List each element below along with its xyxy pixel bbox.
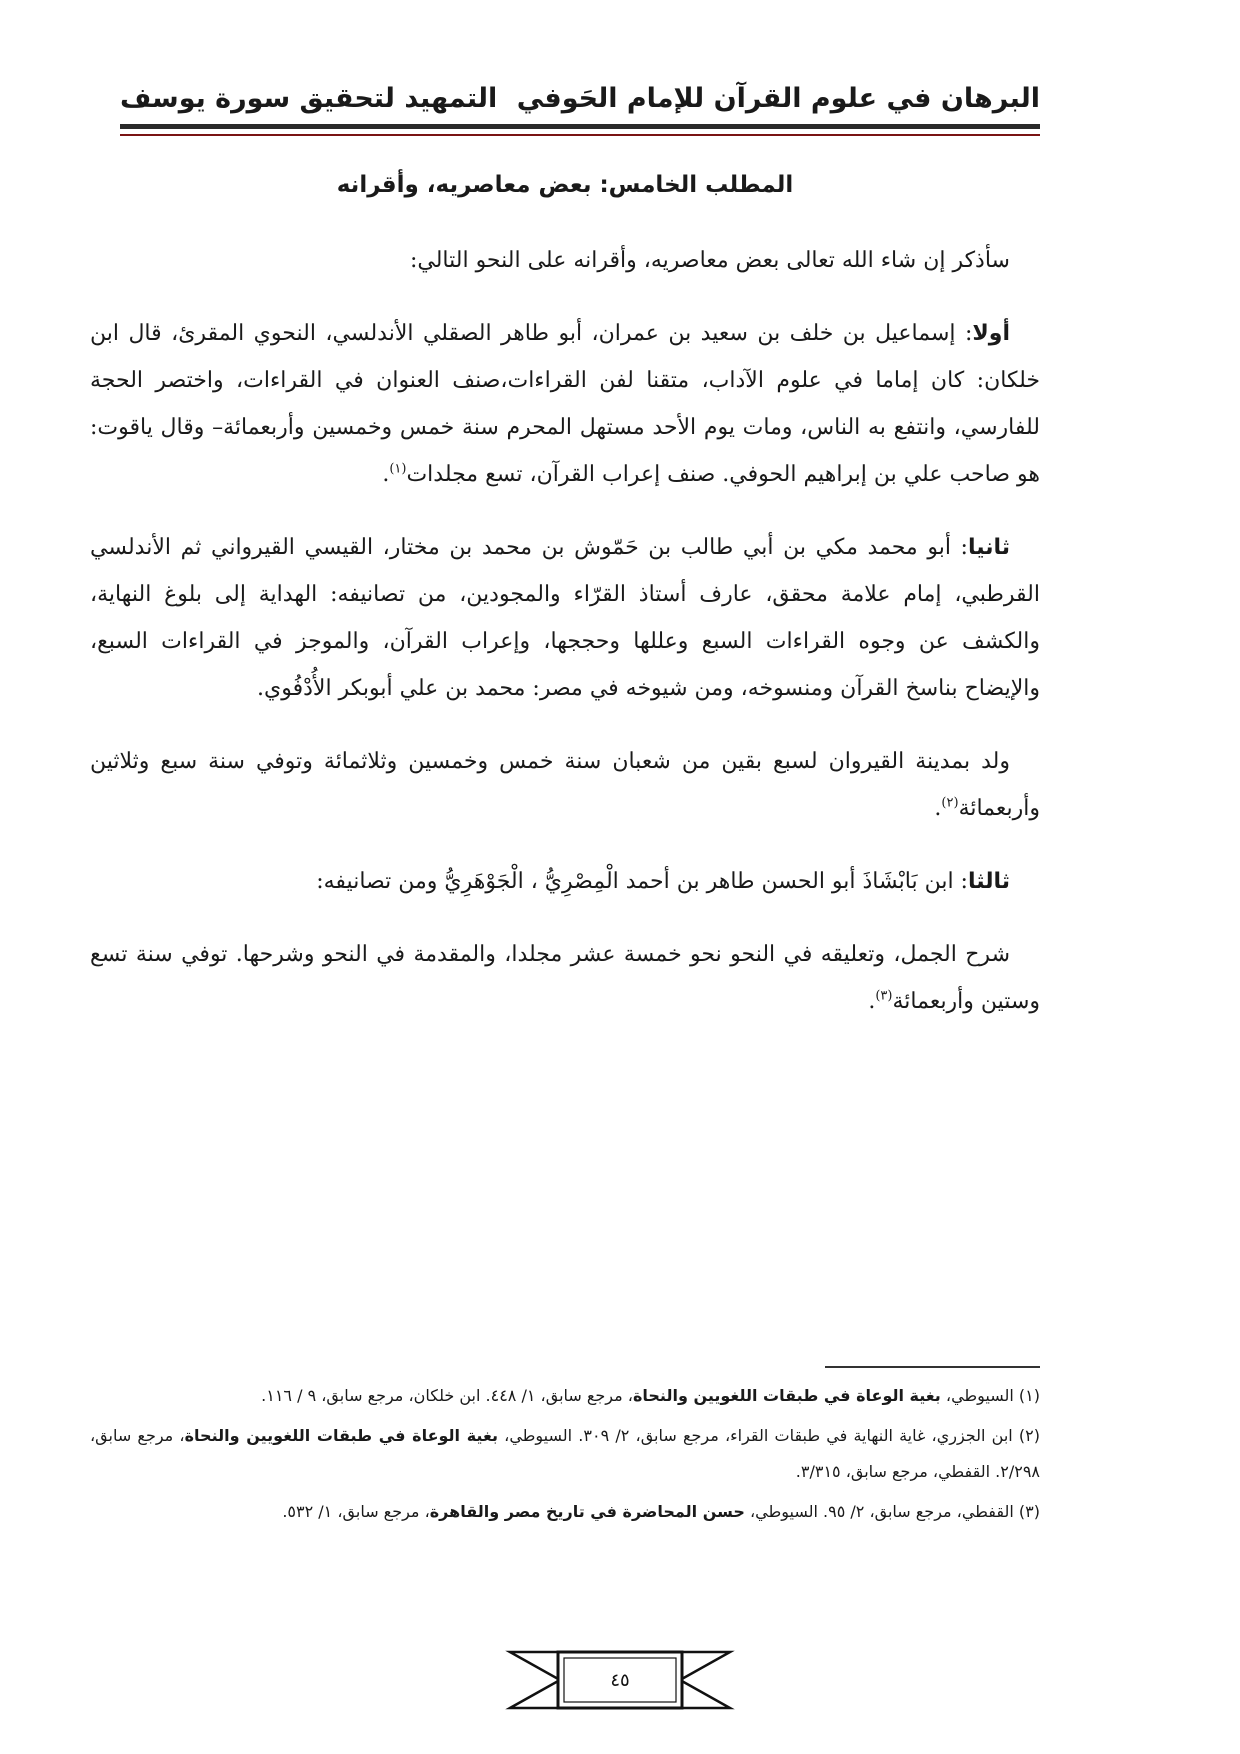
footnote-text: ابن الجزري، غاية النهاية في طبقات القراء، مرجع سابق، ٢/ ٣٠٩. السيوطي،	[497, 1426, 1019, 1445]
footnote-ref[interactable]: (١)	[389, 461, 407, 477]
entry-paragraph	[90, 931, 1040, 1025]
entry-paragraph	[90, 524, 1040, 712]
footnote-ref[interactable]: (٢)	[941, 795, 959, 811]
footnote-number: (٢)	[1018, 1426, 1040, 1445]
footnote-number: (١)	[1018, 1386, 1040, 1405]
footnote-separator	[825, 1366, 1040, 1368]
entry-text: : ابن بَابْشَاذَ أبو الحسن طاهر بن أحمد الْمِصْرِيُّ ، الْجَوْهَرِيُّ ومن تصانيفه:	[316, 869, 968, 894]
entry-end: .	[382, 462, 390, 487]
section-heading: المطلب الخامس: بعض معاصريه، وأقرانه	[336, 172, 794, 198]
entry-paragraph	[90, 738, 1040, 832]
entry-text: ولد بمدينة القيروان لسبع بقين من شعبان سنة خمس وخمسين وثلاثمائة وتوفي سنة سبع وثلاثين وأربعمائة	[90, 749, 1040, 821]
entry-lead: أولا	[972, 321, 1010, 346]
entry-end: .	[868, 989, 876, 1014]
main-text	[90, 150, 1040, 1051]
entry-text: : إسماعيل بن خلف بن سعيد بن عمران، أبو طاهر الصقلي الأندلسي، النحوي المقرئ، قال ابن خلكان: كان إماما في علوم الآداب، متقنا لفن القراءات،صنف العنوان في القراءات، واختصر الحجة للفارسي، وانتفع به الناس، ومات يوم الأحد مستهل المحرم سنة خمس وخمسين وأربعمائة– وقال ياقوت: هو صاحب علي بن إبراهيم الحوفي. صنف إعراب القرآن، تسع مجلدات	[90, 321, 1040, 487]
page-number-ornament	[500, 1640, 740, 1720]
entry-lead: ثانيا	[967, 535, 1010, 560]
footnote-book-title: بغية الوعاة في طبقات اللغويين والنحاة	[184, 1426, 498, 1445]
entry-paragraph	[90, 310, 1040, 498]
footnote-book-title: حسن المحاضرة في تاريخ مصر والقاهرة	[429, 1502, 745, 1521]
header-rule-thin	[120, 134, 1040, 136]
entry-paragraph	[90, 858, 1040, 905]
footnote-text: ، مرجع سابق، ٢/٢٩٨. القفطي، مرجع سابق، ٣/٣١٥.	[90, 1426, 1040, 1481]
running-header	[120, 78, 1040, 118]
header-section-title: التمهيد لتحقيق سورة يوسف	[120, 82, 498, 114]
entry-text: شرح الجمل، وتعليقه في النحو نحو خمسة عشر مجلدا، والمقدمة في النحو وشرحها. توفي سنة تسع وستين وأربعمائة	[90, 942, 1040, 1014]
entry-text: : أبو محمد مكي بن أبي طالب بن حَمّوش بن محمد بن مختار، القيسي القيرواني ثم الأندلسي القرطبي، إمام علامة محقق، عارف أستاذ القرّاء والمجودين، من تصانيفه: الهداية إلى بلوغ النهاية، والكشف عن وجوه القراءات السبع وعللها وحججها، وإعراب القرآن، والموجز في القراءات السبع، والإيضاح بناسخ القرآن ومنسوخه، ومن شيوخه في مصر: محمد بن علي أبوبكر الأُدْفُوي.	[90, 535, 1040, 701]
footnote-text: السيوطي،	[940, 1386, 1019, 1405]
footnote-item	[90, 1418, 1040, 1490]
footnote-text: ، مرجع سابق، ١/ ٤٤٨. ابن خلكان، مرجع سابق، ٩ / ١١٦.	[261, 1386, 633, 1405]
footnote-item	[90, 1494, 1040, 1530]
footnote-ref[interactable]: (٣)	[875, 988, 893, 1004]
intro-paragraph: سأذكر إن شاء الله تعالى بعض معاصريه، وأقرانه على النحو التالي:	[409, 248, 1010, 273]
entry-lead: ثالثا	[967, 869, 1010, 894]
header-rule-thick	[120, 124, 1040, 129]
page-number: ٤٥	[610, 1669, 630, 1691]
entry-end: .	[934, 796, 942, 821]
footnote-book-title: بغية الوعاة في طبقات اللغويين والنحاة	[632, 1386, 941, 1405]
header-book-title: البرهان في علوم القرآن للإمام الحَوفي	[516, 82, 1040, 114]
footnote-text: القفطي، مرجع سابق، ٢/ ٩٥. السيوطي،	[744, 1502, 1019, 1521]
footnote-text: ، مرجع سابق، ١/ ٥٣٢.	[282, 1502, 430, 1521]
footnotes	[90, 1378, 1040, 1534]
footnote-number: (٣)	[1018, 1502, 1040, 1521]
footnote-item	[90, 1378, 1040, 1414]
